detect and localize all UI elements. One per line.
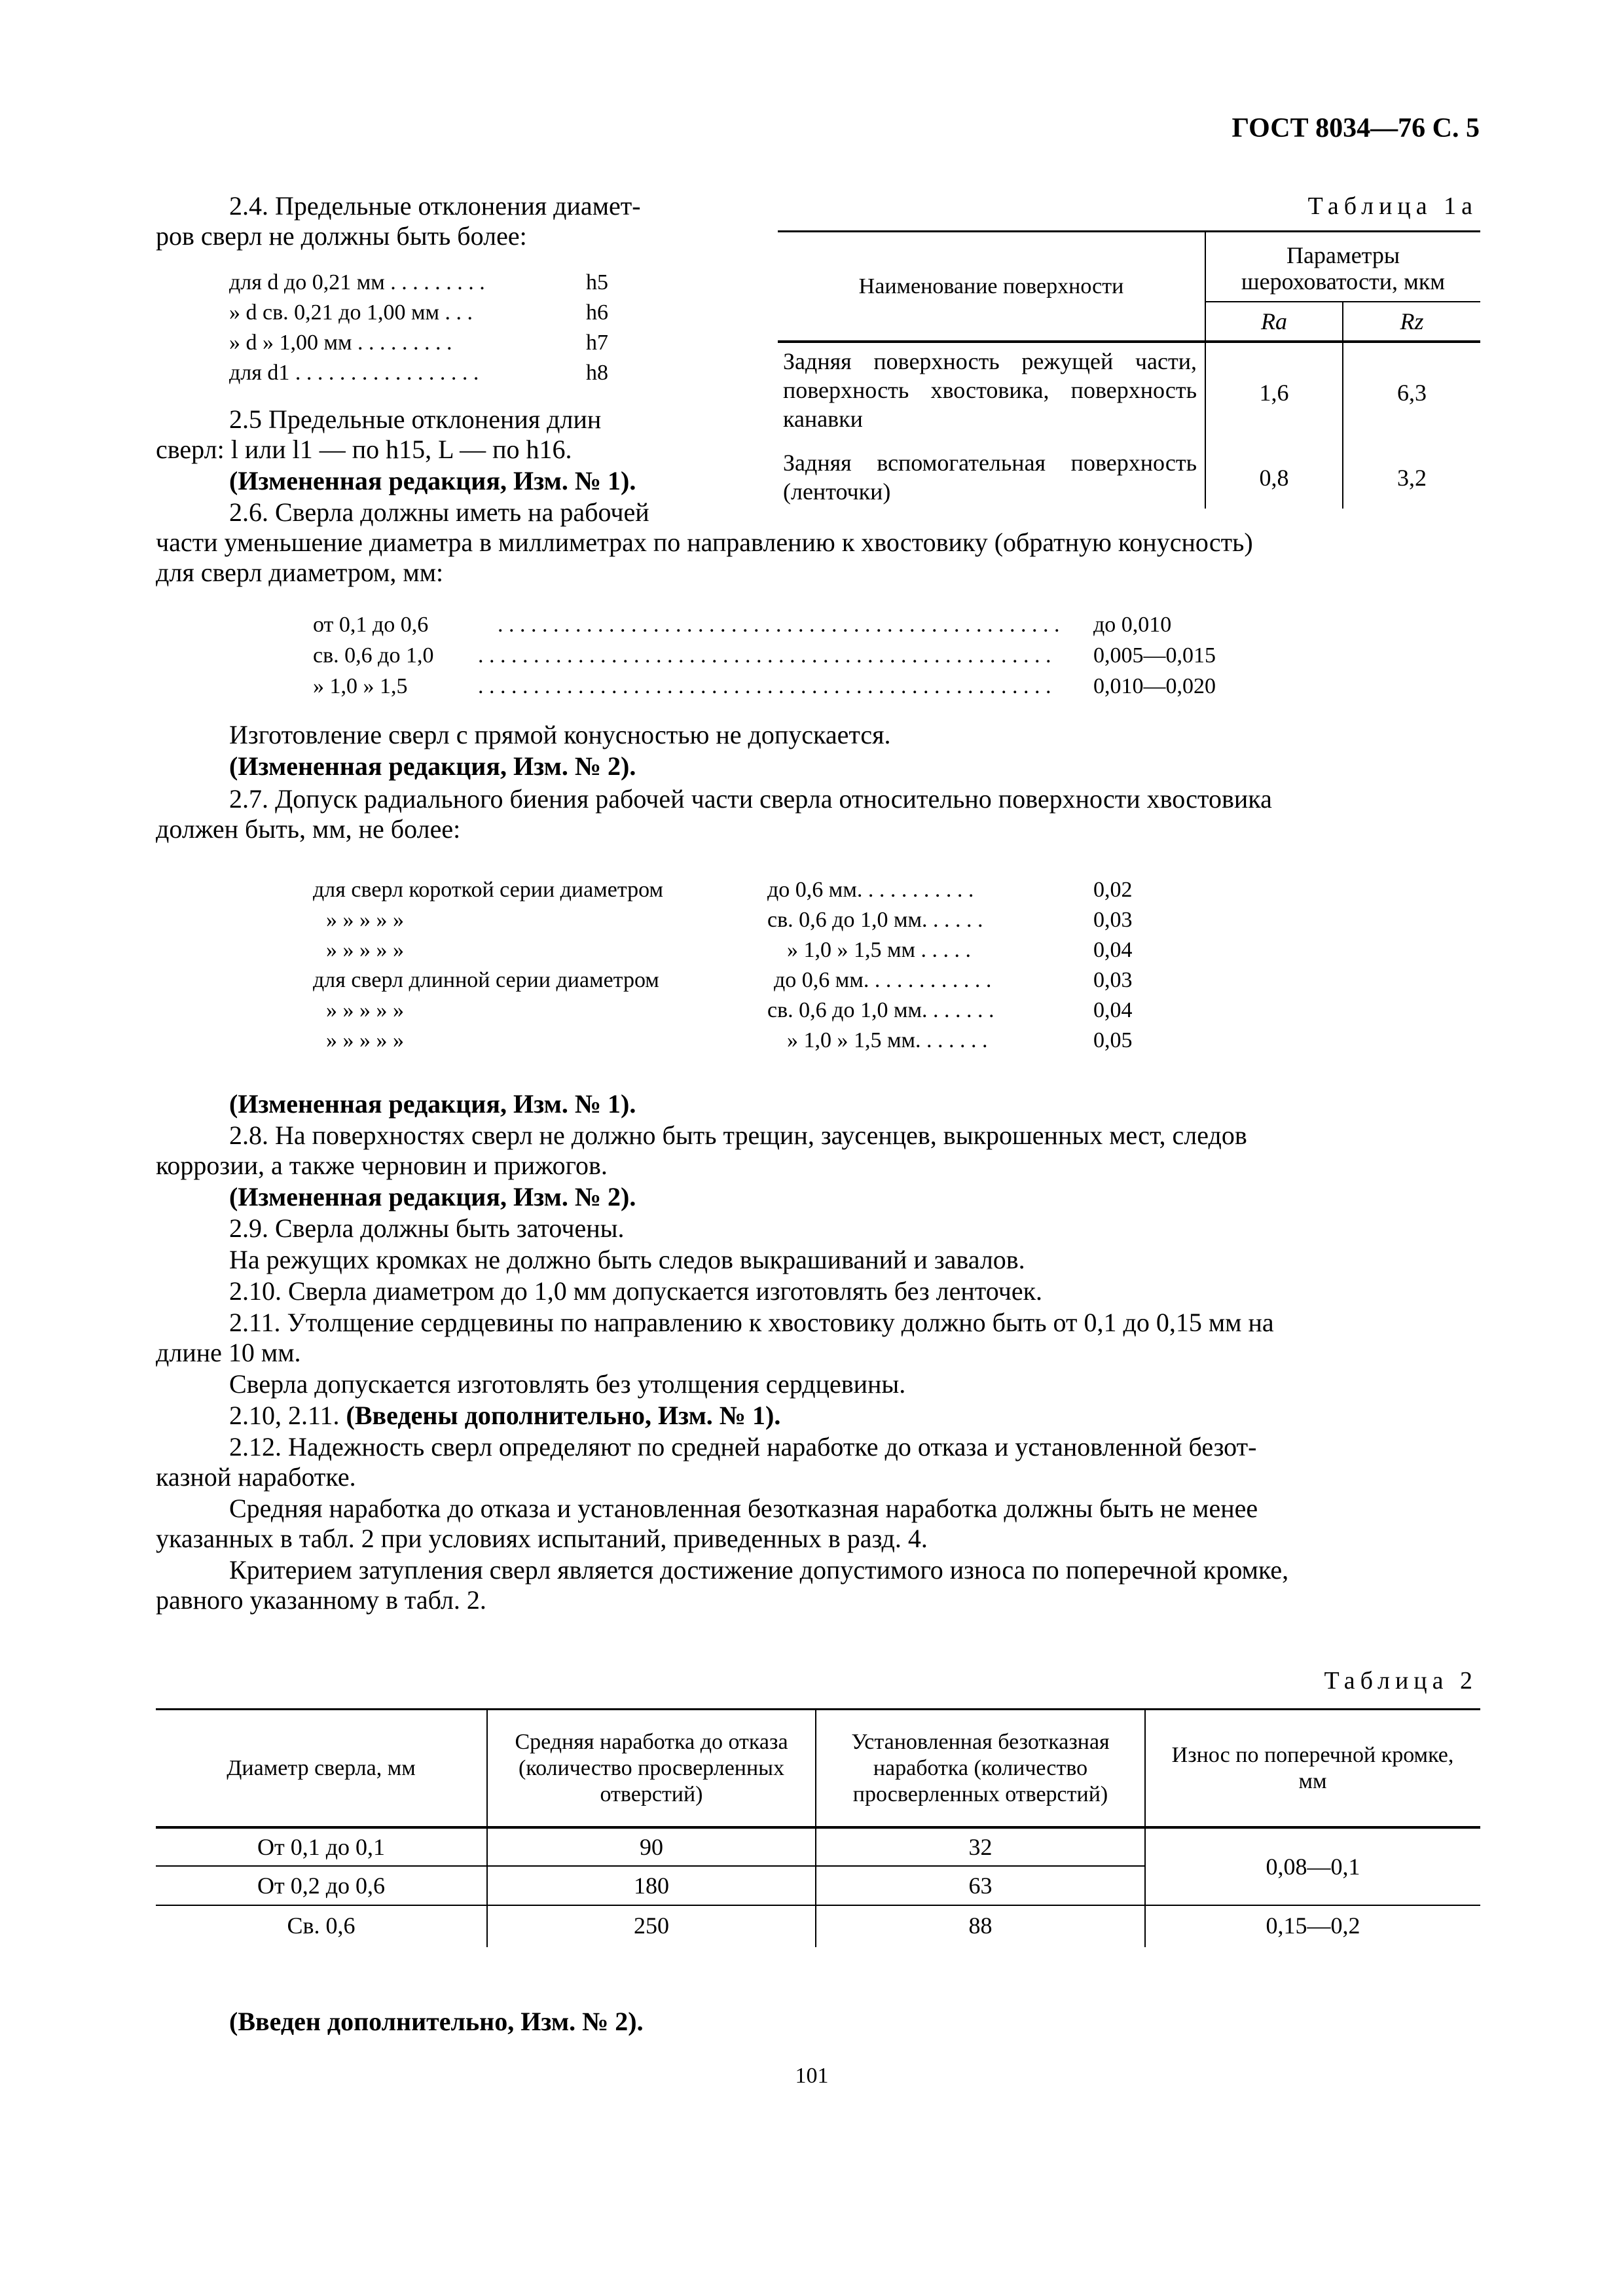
table2-cell-avg: 250: [634, 1912, 669, 1939]
table1a-caption: Таблица 1а: [1307, 192, 1478, 220]
p27-row-b: » 1,0 » 1,5 мм. . . . . . .: [787, 1028, 988, 1052]
p27-row-c: 0,04: [1093, 938, 1133, 962]
p25-note: (Измененная редакция, Изм. № 1).: [229, 466, 636, 495]
table2-cell-est: 32: [968, 1834, 993, 1860]
table1a-row-rz: 3,2: [1397, 465, 1427, 491]
p27-row-b: до 0,6 мм. . . . . . . . . . .: [767, 878, 974, 902]
table2-caption: Таблица 2: [1324, 1667, 1478, 1695]
p28-line1: 2.8. На поверхностях сверл не должно быть трещин, заусенцев, выкрошенных мест, следов: [229, 1121, 1247, 1150]
p27-row-c: 0,02: [1093, 878, 1133, 902]
p26-line2: части уменьшение диаметра в миллиметрах по направлению к хвостовику (обратную конусность): [156, 528, 1253, 557]
table1a-header-params: Параметры шероховатости, мкм: [1241, 242, 1446, 295]
table2-header-avg: Средняя наработка до отказа (количество просверленных отверстий): [515, 1729, 788, 1806]
p211-note-text: (Введены дополнительно, Изм. № 1).: [346, 1401, 781, 1430]
p24-item-label: » d » 1,00 мм . . . . . . . . .: [229, 331, 452, 355]
p212-line6: равного указанному в табл. 2.: [156, 1585, 486, 1615]
p211-note-prefix: 2.10, 2.11.: [229, 1401, 340, 1430]
p26-line1: 2.6. Сверла должны иметь на рабочей: [229, 497, 649, 527]
table1a-row-ra: 0,8: [1259, 465, 1289, 491]
p27-line1: 2.7. Допуск радиального биения рабочей части сверла относительно поверхности хвостовика: [229, 784, 1272, 814]
table2-header-diameter: Диаметр сверла, мм: [227, 1755, 416, 1780]
dot-leader: . . . . . . . . . . . . . . . . . . . . . . . . . . . . . . . . . . . . . . . . . . . . . . . . . . .: [498, 613, 1060, 637]
p27-row-c: 0,03: [1093, 968, 1133, 992]
p27-row-a: » » » » »: [326, 908, 404, 932]
p26-item-label: св. 0,6 до 1,0: [313, 643, 434, 668]
p212-line2: казной наработке.: [156, 1462, 356, 1492]
p24-item-value: h6: [586, 300, 608, 325]
p27-note: (Измененная редакция, Изм. № 1).: [229, 1089, 636, 1119]
table1a-header-ra: Ra: [1261, 308, 1287, 334]
p24-item-4: [229, 360, 479, 386]
p26-item-label: от 0,1 до 0,6: [313, 613, 429, 637]
table2-cell-d: От 0,1 до 0,1: [257, 1834, 386, 1860]
p27-row-a: » » » » »: [326, 998, 404, 1022]
p212-line3: Средняя наработка до отказа и установленная безотказная наработка должны быть не менее: [229, 1494, 1258, 1523]
p26-after: Изготовление сверл с прямой конусностью не допускается.: [229, 720, 891, 749]
p27-row-c: 0,05: [1093, 1028, 1133, 1052]
p211-line1: 2.11. Утолщение сердцевины по направлению к хвостовику должно быть от 0,1 до 0,15 мм на: [229, 1308, 1274, 1337]
table2-cell-d: Св. 0,6: [287, 1912, 356, 1939]
p27-row-a: » » » » »: [326, 938, 404, 962]
p27-line2: должен быть, мм, не более:: [156, 814, 461, 844]
p24-item-label: для d1 . . . . . . . . . . . . . . . . .: [229, 361, 479, 385]
p210-line1: 2.10. Сверла диаметром до 1,0 мм допускается изготовлять без ленточек.: [229, 1276, 1043, 1306]
p28-line2: коррозии, а также черновин и прижогов.: [156, 1151, 608, 1180]
p212-line4: указанных в табл. 2 при условиях испытаний, приведенных в разд. 4.: [156, 1524, 928, 1553]
p25-line1: 2.5 Предельные отклонения длин: [229, 404, 602, 434]
p25-line2: сверл: l или l1 — по h15, L — по h16.: [156, 435, 572, 464]
dot-leader: . . . . . . . . . . . . . . . . . . . . . . . . . . . . . . . . . . . . . . . . . . . . . . . . . . . .: [478, 674, 1051, 698]
p27-row-b: до 0,6 мм. . . . . . . . . . . .: [774, 968, 992, 992]
table1a-row-name: Задняя поверхность режущей части, поверхность хвостовика, поверхность канавки: [783, 348, 1197, 432]
p24-line2: ров сверл не должны быть более:: [156, 221, 527, 251]
p29-line2: На режущих кромках не должно быть следов выкрашиваний и завалов.: [229, 1245, 1025, 1274]
p27-row-a: для сверл длинной серии диаметром: [313, 968, 659, 992]
p26-item-value: до 0,010: [1093, 613, 1172, 637]
table2-cell-avg: 180: [634, 1873, 669, 1899]
page-number: 101: [795, 2064, 829, 2088]
p26-note: (Измененная редакция, Изм. № 2).: [229, 751, 636, 781]
table2-cell-avg: 90: [640, 1834, 663, 1860]
table1a-row-ra: 1,6: [1259, 380, 1289, 406]
p24-item-1: [229, 270, 485, 296]
p27-row-a: для сверл короткой серии диаметром: [313, 878, 663, 902]
p26-item-value: 0,005—0,015: [1093, 643, 1216, 668]
table2-cell-est: 88: [968, 1912, 993, 1939]
p29-line1: 2.9. Сверла должны быть заточены.: [229, 1213, 625, 1243]
table1a-header-rz: Rz: [1400, 308, 1424, 334]
p211-line3: Сверла допускается изготовлять без утолщения сердцевины.: [229, 1369, 906, 1399]
p211-line2: длине 10 мм.: [156, 1338, 301, 1367]
p24-item-label: » d св. 0,21 до 1,00 мм . . .: [229, 300, 473, 325]
p211-note: [229, 1401, 780, 1431]
table2-cell-wear: 0,15—0,2: [1266, 1912, 1360, 1939]
p27-row-c: 0,04: [1093, 998, 1133, 1022]
p27-row-b: » 1,0 » 1,5 мм . . . . .: [787, 938, 972, 962]
table2-cell-wear: 0,08—0,1: [1266, 1854, 1360, 1880]
p27-row-b: св. 0,6 до 1,0 мм. . . . . . .: [767, 998, 994, 1022]
table2-cell-est: 63: [968, 1873, 993, 1899]
dot-leader: . . . . . . . . . . . . . . . . . . . . . . . . . . . . . . . . . . . . . . . . . . . . . . . . . . . .: [478, 643, 1051, 668]
p24-line1: 2.4. Предельные отклонения диамет-: [229, 191, 641, 221]
p212-line1: 2.12. Надежность сверл определяют по средней наработке до отказа и установленной безот-: [229, 1432, 1257, 1462]
p27-row-b: св. 0,6 до 1,0 мм. . . . . .: [767, 908, 983, 932]
p26-item-value: 0,010—0,020: [1093, 674, 1216, 698]
table2-header-wear: Износ по поперечной кромке, мм: [1171, 1742, 1454, 1793]
final-note: (Введен дополнительно, Изм. № 2).: [229, 2007, 644, 2036]
p24-item-2: [229, 300, 473, 326]
p24-item-value: h5: [586, 270, 608, 295]
table2-cell-d: От 0,2 до 0,6: [257, 1873, 386, 1899]
p26-line3: для сверл диаметром, мм:: [156, 558, 444, 587]
p24-item-value: h8: [586, 361, 608, 385]
p28-note: (Измененная редакция, Изм. № 2).: [229, 1182, 636, 1211]
page-header: ГОСТ 8034—76 С. 5: [1231, 113, 1480, 143]
p27-row-a: » » » » »: [326, 1028, 404, 1052]
p212-line5: Критерием затупления сверл является достижение допустимого износа по поперечной кромке,: [229, 1555, 1289, 1585]
p24-item-value: h7: [586, 331, 608, 355]
p24-item-3: [229, 330, 452, 356]
table-rule: [778, 340, 1480, 343]
p26-item-label: » 1,0 » 1,5: [313, 674, 408, 698]
table1a-row-rz: 6,3: [1397, 380, 1427, 406]
table1a-header-name: Наименование поверхности: [858, 274, 1124, 298]
p27-row-c: 0,03: [1093, 908, 1133, 932]
p24-item-label: для d до 0,21 мм . . . . . . . . .: [229, 270, 485, 295]
table2-header-est: Установленная безотказная наработка (количество просверленных отверстий): [851, 1729, 1110, 1806]
table1a-row-name: Задняя вспомогательная поверхность (ленточки): [783, 450, 1197, 505]
